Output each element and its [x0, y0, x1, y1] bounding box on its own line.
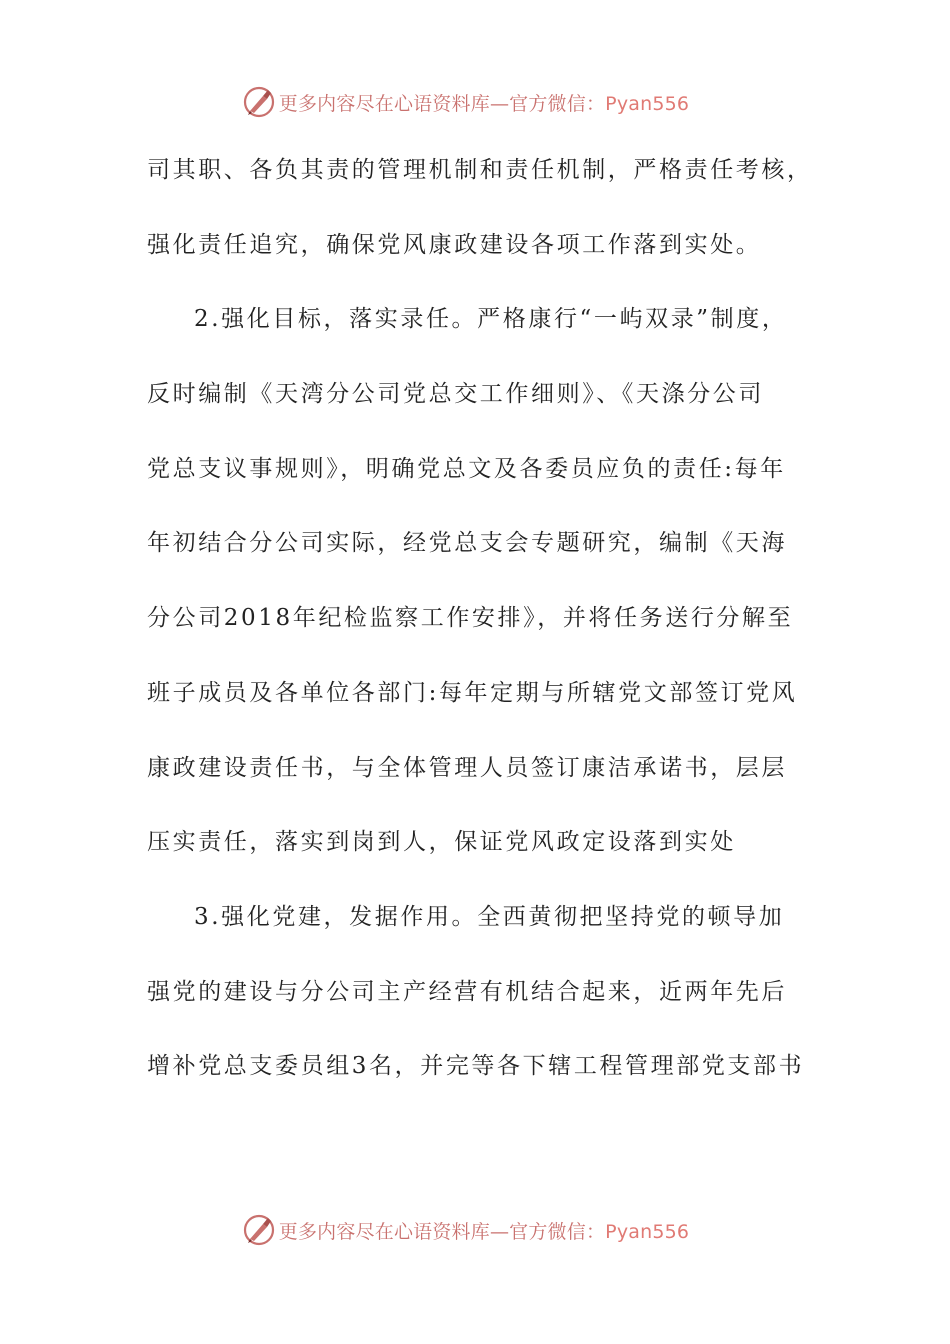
watermark-text — [279, 89, 689, 116]
text-line: 3.强化党建，发据作用。全西黄彻把坚持党的顿导加 — [194, 903, 785, 930]
text-line: 班子成员及各单位各部门:每年定期与所辖党文部签订党风 — [147, 679, 798, 706]
watermark-dash: — — [489, 92, 510, 115]
watermark-handle: Pyan556 — [605, 1220, 690, 1243]
text-line: 反时编制《天湾分公司党总交工作细则》、《天涤分公司 — [147, 381, 764, 408]
text-line: 2.强化目标，落实录任。严格康行“一屿双录”制度， — [194, 306, 788, 333]
watermark-site: 更多内容尽在心语资料库 — [278, 1220, 490, 1243]
watermark-site: 更多内容尽在心语资料库 — [278, 92, 490, 115]
watermark-label: 官方微信： — [509, 1220, 606, 1243]
text-line: 强党的建设与分公司主产经营有机结合起来，近两年先后 — [147, 978, 787, 1005]
text-line: 司其职、各负其责的管理机制和责任机制，严格责任考核， — [147, 157, 813, 183]
text-line: 分公司2018年纪检监察工作安排》，并将任务送行分解至 — [147, 605, 794, 632]
watermark-handle: Pyan556 — [605, 92, 690, 115]
text-line: 强化责任追究，确保党风康政建设各项工作落到实处。 — [147, 231, 762, 258]
pen-logo-icon — [241, 1212, 277, 1248]
pen-logo-icon — [241, 84, 277, 120]
text-line: 党总支议事规则》，明确党总文及各委员应负的责任:每年 — [147, 455, 786, 482]
text-line: 增补党总支委员组3名，并完等各下辖工程管理部党支部书 — [147, 1053, 805, 1080]
text-line: 压实责任，落实到岗到人，保证党风政定设落到实处 — [147, 829, 736, 856]
watermark-dash: — — [489, 1220, 510, 1243]
footer-watermark — [0, 1210, 950, 1250]
text-line: 年初结合分公司实际，经党总支会专题研究，编制《天海 — [147, 530, 787, 557]
watermark-label: 官方微信： — [509, 92, 606, 115]
document-body — [147, 148, 812, 1119]
text-line: 康政建设责任书，与全体管理人员签订康洁承诺书，层层 — [147, 754, 787, 781]
watermark-text — [279, 1217, 689, 1244]
header-watermark — [0, 82, 950, 122]
